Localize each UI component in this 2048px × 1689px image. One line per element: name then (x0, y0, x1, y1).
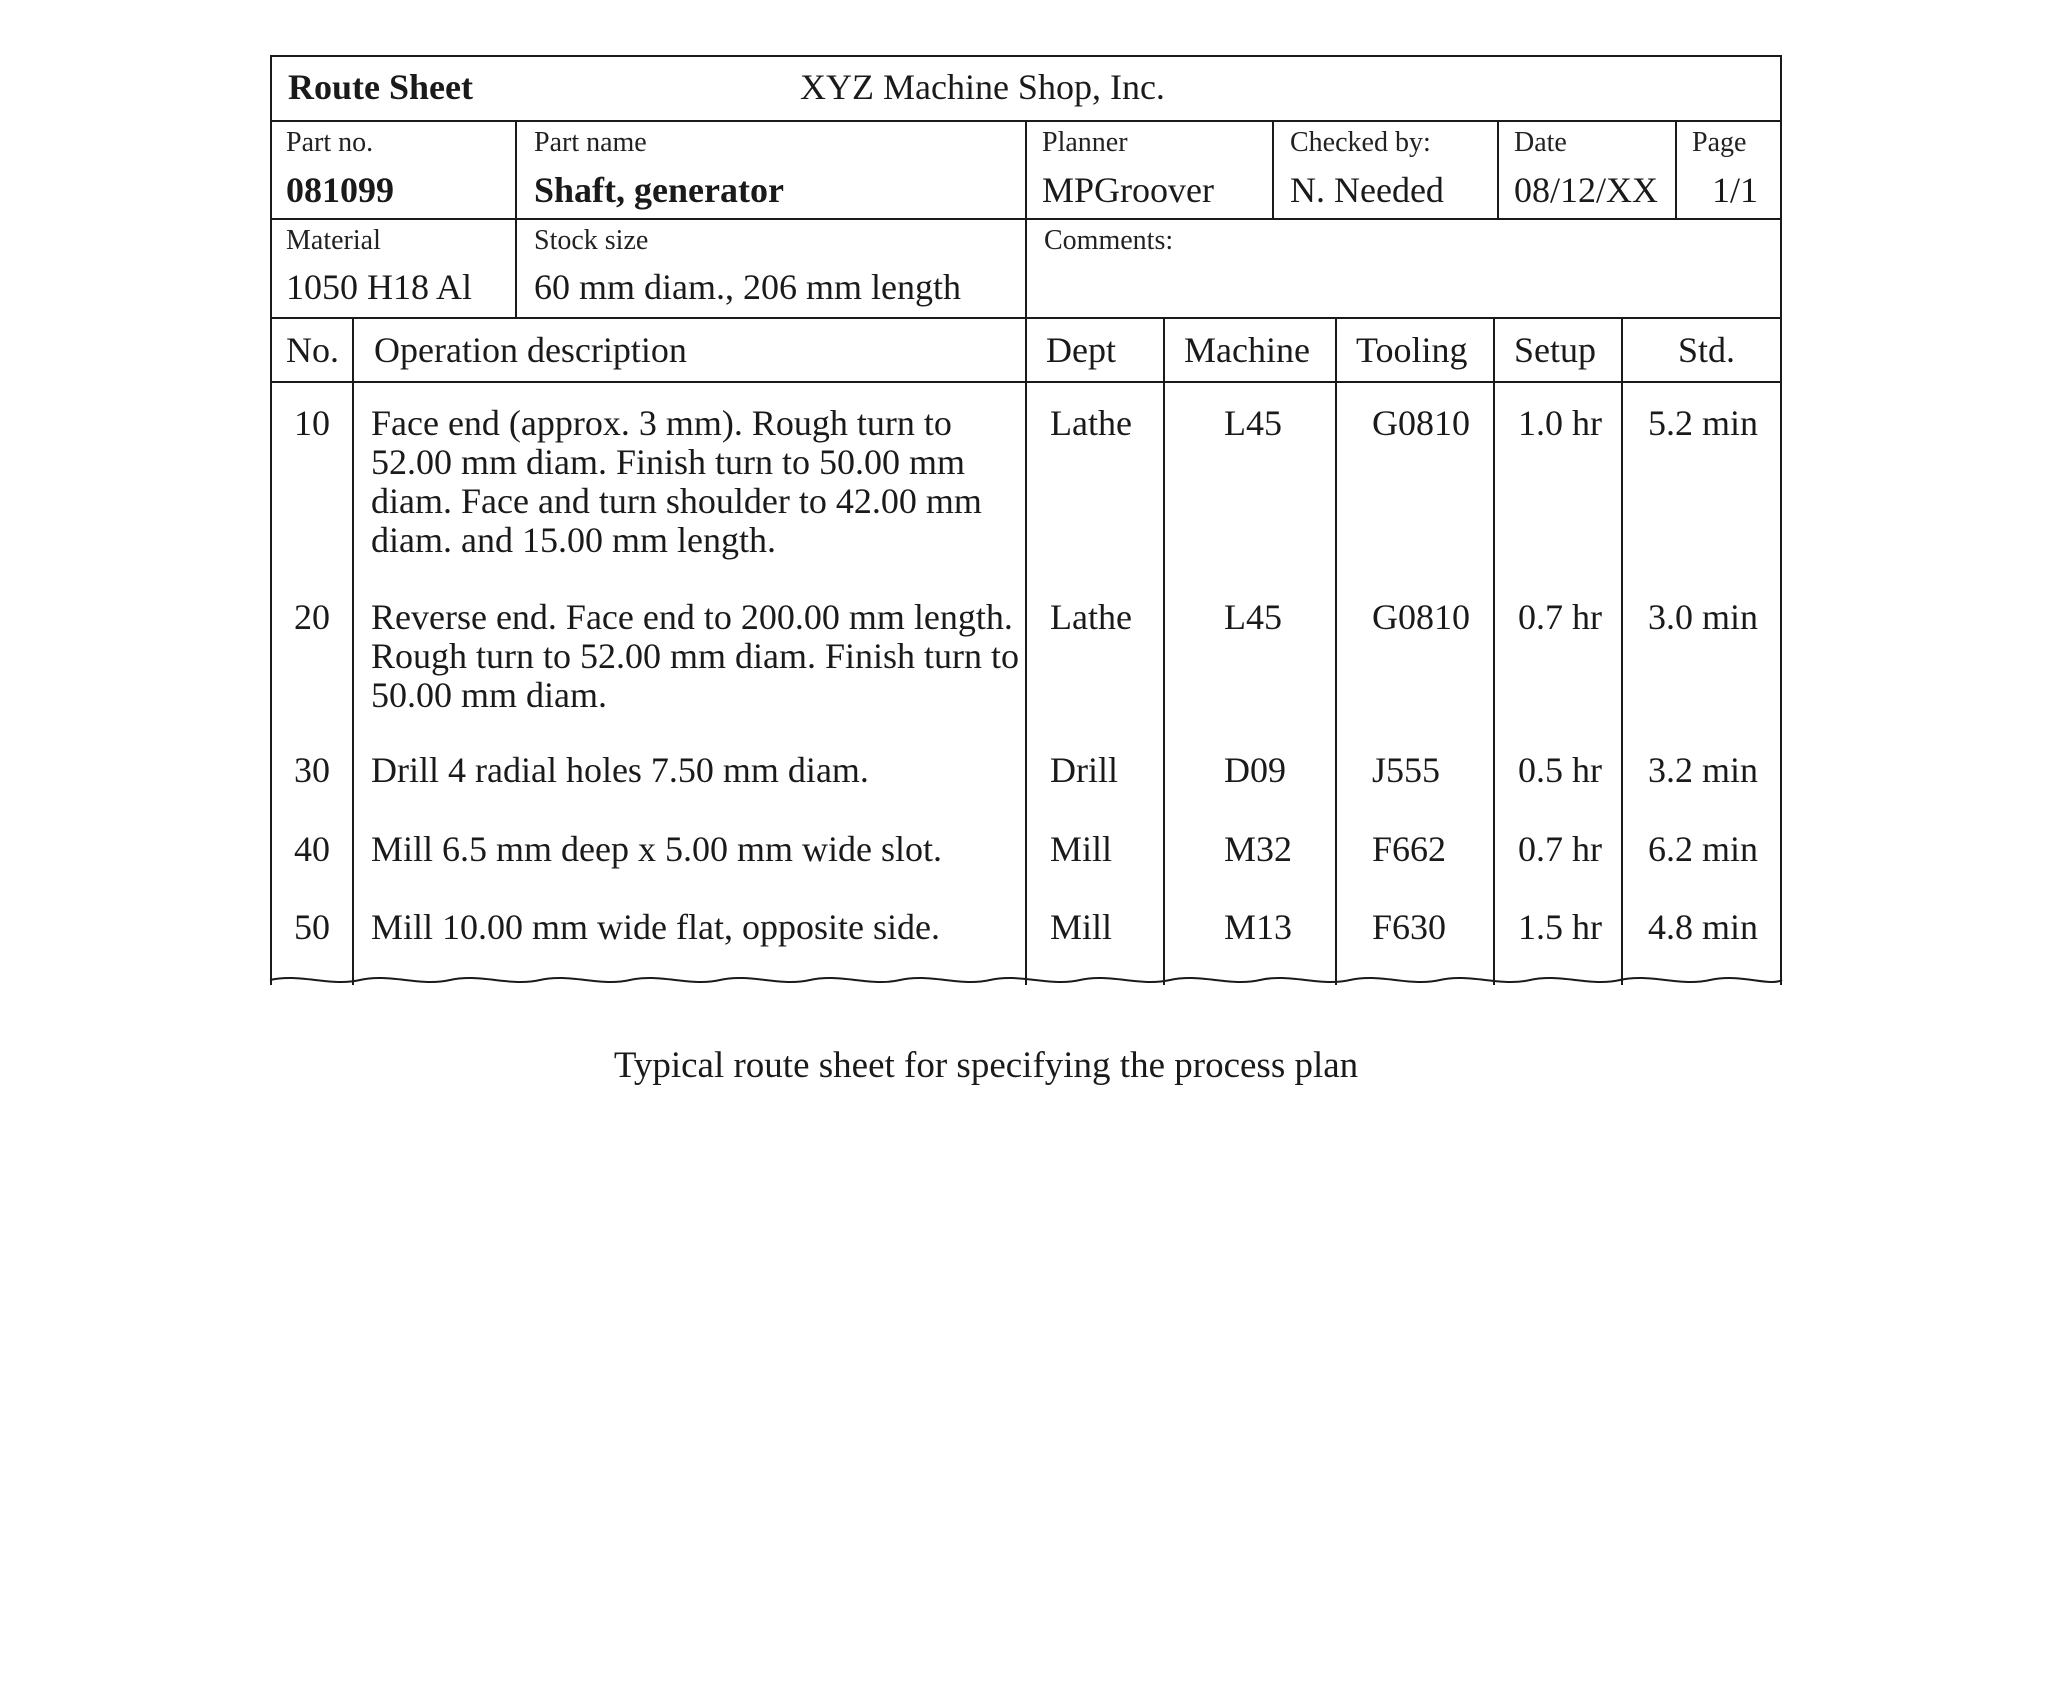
op-30-description: Drill 4 radial holes 7.50 mm diam. (371, 750, 869, 790)
stock-size-label: Stock size (534, 225, 649, 256)
op-20-description: Reverse end. Face end to 200.00 mm length. Rough turn to 52.00 mm diam. Finish turn to 50.00 mm diam. (371, 597, 1020, 715)
col-header-dept: Dept (1046, 330, 1116, 370)
op-20-dept: Lathe (1050, 597, 1132, 637)
op-50-std: 4.8 min (1648, 907, 1759, 947)
op-50-no: 50 (294, 907, 330, 947)
op-40-no: 40 (294, 829, 330, 869)
col-header-std: Std. (1678, 330, 1736, 370)
material-label: Material (286, 225, 381, 256)
op-40-std: 6.2 min (1648, 829, 1759, 869)
op-10-setup: 1.0 hr (1518, 403, 1602, 443)
op-30-setup: 0.5 hr (1518, 750, 1602, 790)
comments-label: Comments: (1044, 225, 1174, 256)
part-name-label: Part name (534, 127, 647, 158)
op-40-description: Mill 6.5 mm deep x 5.00 mm wide slot. (371, 829, 942, 869)
op-10-machine: L45 (1224, 403, 1282, 443)
op-10-no: 10 (294, 403, 330, 443)
sheet-title: Route Sheet (288, 67, 473, 107)
op-10-description: Face end (approx. 3 mm). Rough turn to 52.00 mm diam. Finish turn to 50.00 mm diam. Face and turn shoulder to 42.00 mm diam. and 15.00 mm length. (371, 403, 982, 560)
op-50-tooling: F630 (1372, 907, 1447, 947)
op-30-no: 30 (294, 750, 330, 790)
col-header-description: Operation description (374, 330, 687, 370)
op-40-machine: M32 (1224, 829, 1293, 869)
op-30-tooling: J555 (1372, 750, 1441, 790)
op-20-no: 20 (294, 597, 330, 637)
page-value: 1/1 (1712, 170, 1759, 210)
planner-value: MPGroover (1042, 170, 1214, 210)
route-sheet (270, 55, 1782, 985)
op-40-tooling: F662 (1372, 829, 1447, 869)
page-label: Page (1692, 127, 1747, 158)
checked-by-label: Checked by: (1290, 127, 1431, 158)
col-header-tooling: Tooling (1356, 330, 1468, 370)
col-header-no: No. (286, 330, 339, 370)
op-50-dept: Mill (1050, 907, 1113, 947)
op-20-machine: L45 (1224, 597, 1282, 637)
op-10-dept: Lathe (1050, 403, 1132, 443)
op-20-std: 3.0 min (1648, 597, 1759, 637)
figure-caption: Typical route sheet for specifying the process plan (613, 1045, 1359, 1086)
stock-size-value: 60 mm diam., 206 mm length (534, 267, 961, 307)
op-40-dept: Mill (1050, 829, 1113, 869)
op-50-description: Mill 10.00 mm wide flat, opposite side. (371, 907, 940, 947)
op-40-setup: 0.7 hr (1518, 829, 1602, 869)
op-50-setup: 1.5 hr (1518, 907, 1602, 947)
planner-label: Planner (1042, 127, 1128, 158)
col-header-setup: Setup (1514, 330, 1597, 370)
op-30-dept: Drill (1050, 750, 1118, 790)
date-value: 08/12/XX (1514, 170, 1658, 210)
part-no-label: Part no. (286, 127, 374, 158)
company-name: XYZ Machine Shop, Inc. (800, 67, 1165, 107)
part-no-value: 081099 (286, 170, 394, 210)
op-20-tooling: G0810 (1372, 597, 1470, 637)
checked-by-value: N. Needed (1290, 170, 1444, 210)
op-10-std: 5.2 min (1648, 403, 1759, 443)
part-name-value: Shaft, generator (534, 170, 784, 210)
op-50-machine: M13 (1224, 907, 1293, 947)
col-header-machine: Machine (1184, 330, 1310, 370)
material-value: 1050 H18 Al (286, 267, 473, 307)
op-10-tooling: G0810 (1372, 403, 1470, 443)
date-label: Date (1514, 127, 1567, 158)
op-20-setup: 0.7 hr (1518, 597, 1602, 637)
op-30-machine: D09 (1224, 750, 1286, 790)
op-30-std: 3.2 min (1648, 750, 1759, 790)
